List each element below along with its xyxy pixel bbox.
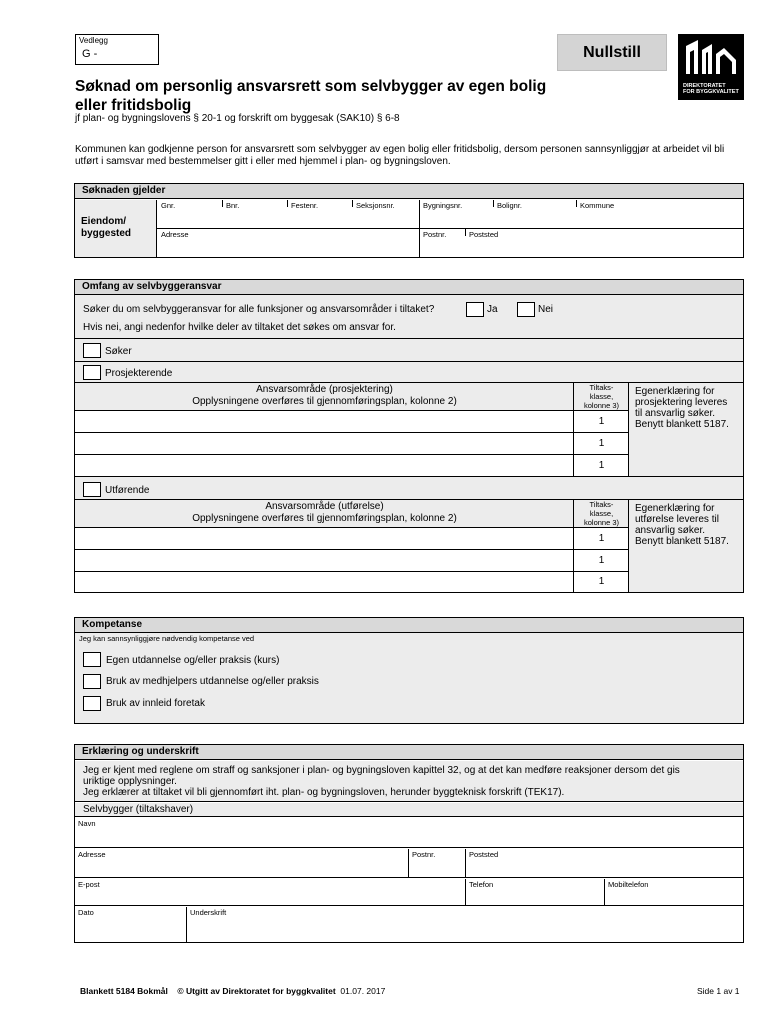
attachment-value[interactable]: G - (82, 48, 98, 60)
intro-text: Kommunen kan godkjenne person for ansvarsrett som selvbygger av egen bolig eller fritidsbolig, dersom personen sannsynliggjør at arbeidet vil bli utført i samsvar med bestemmelser gitt i eller med hjemmel i plan- og bygningsloven. (75, 144, 725, 167)
proj-area-header (75, 382, 574, 411)
proj-area-subtitle: Opplysningene overføres til gjennomføringsplan, kolonne 2) (192, 396, 457, 407)
utf-row-1-area[interactable] (75, 528, 574, 550)
utf-row-3-area[interactable] (75, 572, 574, 592)
property-side-label (75, 200, 157, 257)
page-title: Søknad om personlig ansvarsrett som selvbygger av egen bolig eller fritidsbolig (75, 78, 547, 114)
side-label-1: Eiendom/ (81, 216, 127, 227)
property-ids-row (157, 200, 743, 228)
postnr-label: Postnr. (423, 230, 447, 239)
utf-area-header (75, 499, 574, 528)
proj-note (629, 382, 743, 477)
bnr-label: Bnr. (226, 201, 240, 210)
no-label: Nei (538, 304, 554, 315)
kompetanse-intro: Jeg kan sannsynliggjøre nødvendig kompetanse ved (79, 634, 255, 643)
attachment-box[interactable] (75, 34, 159, 65)
utforende-label: Utførende (105, 485, 150, 496)
proj-tiltak-2: klasse, (589, 392, 614, 401)
mobile-label: Mobiltelefon (608, 880, 649, 889)
proj-row-1-class[interactable]: 1 (574, 411, 629, 433)
email-field[interactable] (75, 879, 466, 906)
utf-row-3-class[interactable]: 1 (574, 572, 629, 592)
date-field[interactable] (75, 907, 187, 942)
utf-note-1: Egenerklæring for (635, 503, 715, 514)
selvbygger-subheader (75, 803, 743, 817)
selvbygger-label: Selvbygger (tiltakshaver) (83, 804, 194, 815)
form-id: Blankett 5184 Bokmål (80, 986, 168, 996)
utf-note-2: utførelse leveres til (635, 514, 719, 525)
declaration-text (75, 761, 743, 802)
signer-postnr-field[interactable] (409, 849, 466, 878)
gnr-label: Gnr. (161, 201, 176, 210)
proj-note-3: til ansvarlig søker. (635, 408, 716, 419)
yes-label: Ja (487, 304, 498, 315)
section-soknad (74, 183, 744, 258)
kommune-label: Kommune (580, 201, 615, 210)
utf-tiltak-1: Tiltaks- (589, 500, 614, 509)
section-kompetanse (74, 617, 744, 724)
own-education-label: Egen utdannelse og/eller praksis (kurs) (106, 655, 280, 666)
signer-poststed-field[interactable] (466, 849, 743, 878)
proj-note-4: Benytt blankett 5187. (635, 419, 729, 430)
name-field[interactable] (75, 818, 743, 848)
utf-note-3: ansvarlig søker. (635, 525, 706, 536)
form-date: 01.07. 2017 (340, 986, 386, 996)
address-fields-row (75, 849, 743, 878)
proj-row-2-class[interactable]: 1 (574, 433, 629, 455)
helper-education-checkbox[interactable] (83, 674, 101, 689)
phone-field[interactable] (466, 879, 605, 906)
utf-tiltak-header (574, 499, 629, 528)
utf-row-1-class[interactable]: 1 (574, 528, 629, 550)
proj-row-3-class[interactable]: 1 (574, 455, 629, 477)
yes-checkbox[interactable] (466, 302, 484, 317)
publisher: © Utgitt av Direktoratet for byggkvalitet (177, 986, 336, 996)
proj-area-title: Ansvarsområde (prosjektering) (256, 384, 393, 395)
address-row[interactable] (157, 229, 743, 257)
no-checkbox[interactable] (517, 302, 535, 317)
proj-row-3-area[interactable] (75, 455, 574, 477)
date-label: Dato (78, 908, 94, 917)
hired-company-checkbox[interactable] (83, 696, 101, 711)
prosjekterende-label: Prosjekterende (105, 368, 173, 379)
logo-line-2: FOR BYGGKVALITET (683, 88, 739, 95)
section-omfang (74, 279, 744, 593)
email-label: E-post (78, 880, 100, 889)
omfang-header: Omfang av selvbyggeransvar (75, 280, 743, 295)
erklaring-header: Erklæring og underskrift (75, 745, 743, 760)
utf-note-4: Benytt blankett 5187. (635, 536, 729, 547)
proj-row-1-area[interactable] (75, 411, 574, 433)
utf-row-2-area[interactable] (75, 550, 574, 572)
omfang-question: Søker du om selvbyggeransvar for alle funksjoner og ansvarsområder i tiltaket? (83, 304, 435, 315)
side-label-2: byggested (81, 228, 132, 239)
attachment-label: Vedlegg (79, 36, 108, 45)
seksjonsnr-label: Seksjonsnr. (356, 201, 395, 210)
reset-button[interactable]: Nullstill (557, 34, 667, 71)
contact-fields-row (75, 879, 743, 906)
kompetanse-header: Kompetanse (75, 618, 743, 633)
own-education-checkbox[interactable] (83, 652, 101, 667)
page-subtitle: jf plan- og bygningslovens § 20-1 og forskrift om byggesak (SAK10) § 6-8 (75, 113, 400, 124)
proj-row-2-area[interactable] (75, 433, 574, 455)
helper-education-label: Bruk av medhjelpers utdannelse og/eller praksis (106, 676, 319, 687)
section-erklaring (74, 744, 744, 943)
footer-info (80, 986, 385, 996)
soknad-header: Søknaden gjelder (75, 184, 743, 199)
proj-note-1: Egenerklæring for (635, 386, 715, 397)
bolignr-label: Bolignr. (497, 201, 523, 210)
signature-row (75, 907, 743, 942)
festenr-label: Festenr. (291, 201, 319, 210)
omfang-hint: Hvis nei, angi nedenfor hvilke deler av tiltaket det søkes om ansvar for. (83, 322, 396, 333)
utf-row-2-class[interactable]: 1 (574, 550, 629, 572)
soker-label: Søker (105, 346, 132, 357)
utf-area-subtitle: Opplysningene overføres til gjennomføringsplan, kolonne 2) (192, 513, 457, 524)
signature-label: Underskrift (190, 908, 227, 917)
soker-checkbox[interactable] (83, 343, 101, 358)
proj-tiltak-1: Tiltaks- (589, 383, 614, 392)
dibk-logo (678, 34, 744, 100)
signer-postnr-label: Postnr. (412, 850, 436, 859)
utf-tiltak-2: klasse, (589, 509, 614, 518)
utf-tiltak-3: kolonne 3) (583, 518, 620, 527)
page-number: Side 1 av 1 (697, 986, 740, 996)
proj-note-2: prosjektering leveres (635, 397, 728, 408)
proj-tiltak-header (574, 382, 629, 411)
proj-tiltak-3: kolonne 3) (583, 401, 620, 410)
phone-label: Telefon (469, 880, 494, 889)
prosjekterende-checkbox[interactable] (83, 365, 101, 380)
hired-company-label: Bruk av innleid foretak (106, 698, 205, 709)
logo-line-1: DIREKTORATET (683, 82, 726, 89)
declaration-line-1: Jeg er kjent med reglene om straff og sanksjoner i plan- og bygningsloven kapittel 32, og at det kan medføre reaksjoner dersom det gis (83, 765, 680, 776)
utf-note (629, 499, 743, 592)
signature-field[interactable] (187, 907, 743, 942)
signer-address-field[interactable] (75, 849, 409, 878)
utforende-checkbox[interactable] (83, 482, 101, 497)
poststed-label: Poststed (469, 230, 499, 239)
declaration-line-3: Jeg erklærer at tiltaket vil bli gjennomført iht. plan- og bygningsloven, herunder byggteknisk forskrift (TEK17). (83, 787, 565, 798)
dibk-logo-mark-icon (678, 34, 744, 78)
mobile-field[interactable] (605, 879, 743, 906)
utf-area-title: Ansvarsområde (utførelse) (265, 501, 384, 512)
signer-poststed-label: Poststed (469, 850, 499, 859)
name-label: Navn (78, 819, 96, 828)
address-label: Adresse (161, 230, 189, 239)
bygningsnr-label: Bygningsnr. (423, 201, 463, 210)
signer-address-label: Adresse (78, 850, 106, 859)
declaration-line-2: uriktige opplysninger. (83, 776, 177, 787)
